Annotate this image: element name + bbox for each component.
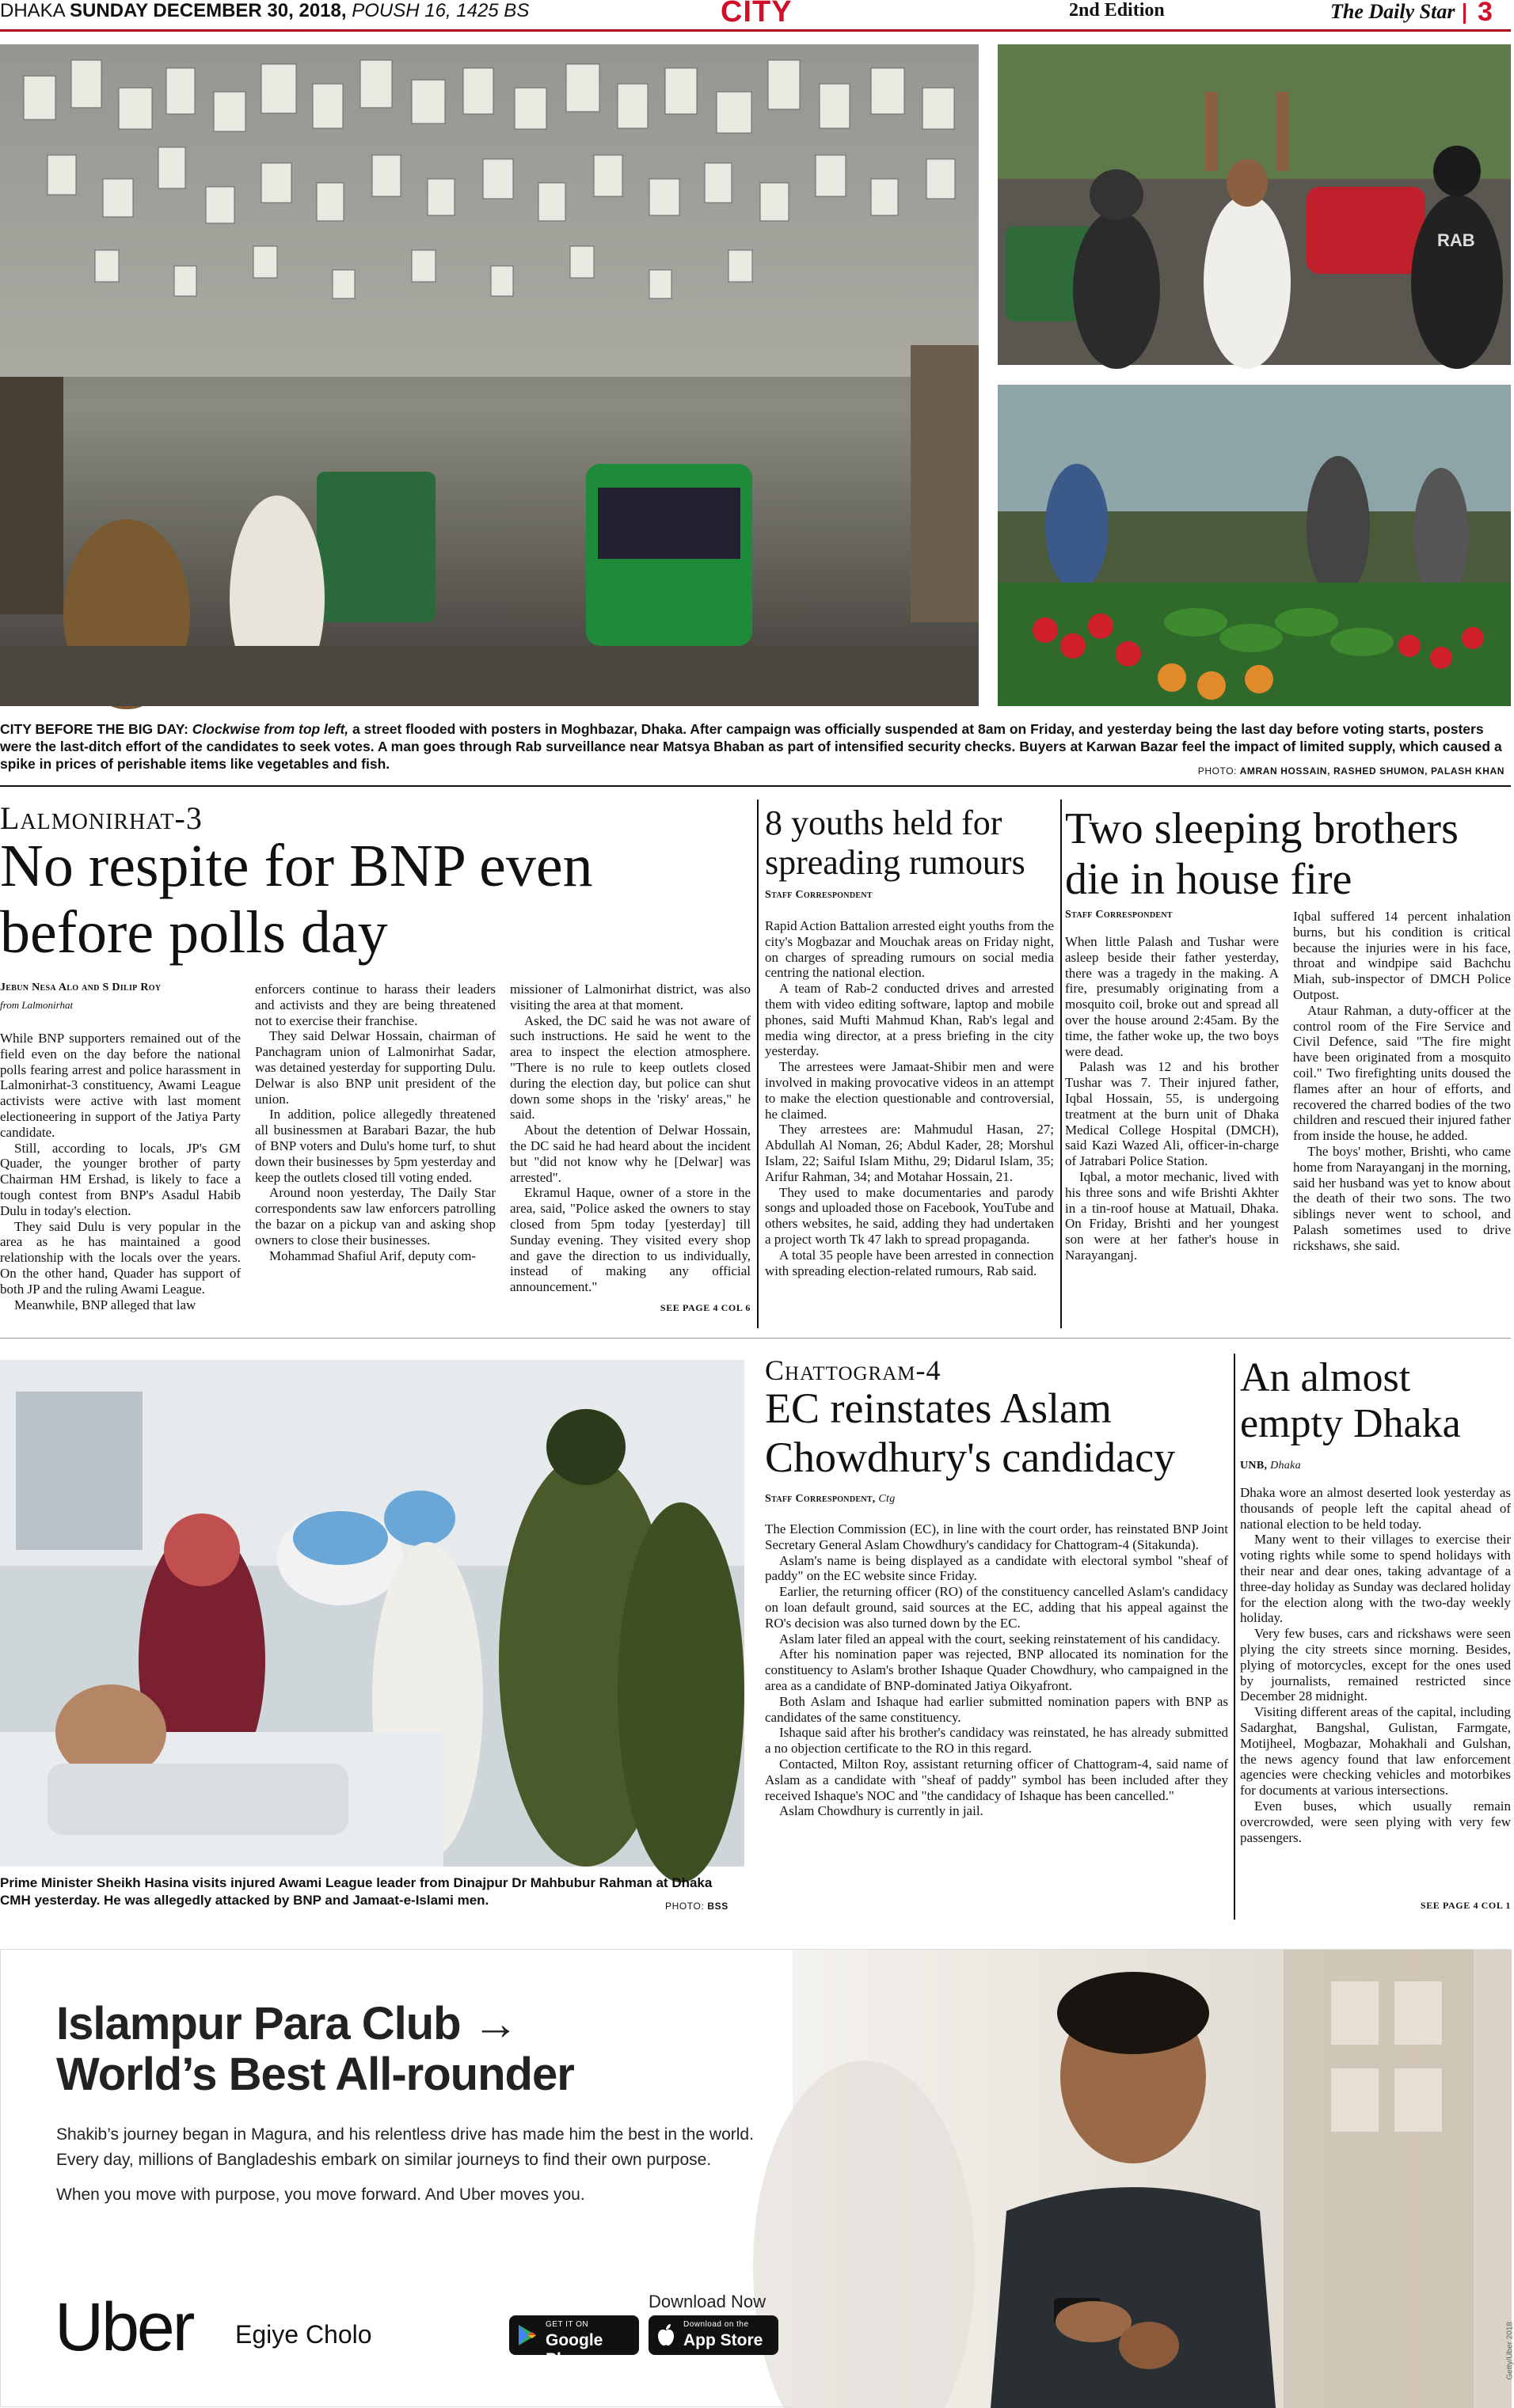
uber-logo: Uber	[55, 2289, 193, 2365]
section-name: CITY	[721, 0, 793, 28]
issue-date: DHAKA SUNDAY DECEMBER 30, 2018, POUSH 16, 1425 BS	[0, 0, 530, 21]
dhaka-story-headline: An almost empty Dhaka	[1240, 1355, 1461, 1446]
youths-story-byline: Staff Correspondent	[765, 889, 873, 901]
google-play-small: GET IT ON	[546, 2320, 589, 2329]
header-divider	[1463, 3, 1466, 24]
hospital-photo-credit: PHOTO: BSS	[665, 1901, 728, 1912]
bnp-continuation-jump: SEE PAGE 4 COL 6	[660, 1302, 751, 1313]
top-photo-caption: CITY BEFORE THE BIG DAY: Clockwise from top left, a street flooded with posters in Moghbazar, Dhaka. After campaign was officially suspended at 8am on Friday, and yesterday being the last day before voting starts, posters were the last-ditch effort of the candidates to seek votes. A man goes through Rab surveillance near Matsya Bhaban as part of intensified security checks. Buyers at Karwan Bazar feel the impact of limited supply, which caused a spike in prices of perishable items like vegetables and fish.	[0, 721, 1502, 772]
section-divider	[0, 785, 1511, 787]
uber-advertisement[interactable]	[0, 1949, 1514, 2407]
column-rule	[757, 800, 759, 1328]
hospital-photo-caption: Prime Minister Sheikh Hasina visits injured Awami League leader from Dinajpur Dr Mahbubur Rahman at Dhaka CMH yesterday. He was allegedly attacked by BNP and Jamaat-e-Islami men.	[0, 1875, 713, 1908]
posters-street-photo	[0, 44, 979, 706]
youths-story-body: Rapid Action Battalion arrested eight youths from the city's Mogbazar and Mouchak areas on Friday night, on charges of spreading rumours on social media centring the national election. A team of Rab-2 conducted drives and arrested them with video editing software, laptop and mobile phones, said Mufti Mahmud Khan, Rab's legal and media wing director, at a press briefing in the city yesterday. The arrestees were Jamaat-Shibir men and were involved in making provocative videos in an attempt to make the election questionable and controversial, he claimed. They arrestees are: Mahmudul Hasan, 27; Abdullah Al Noman, 26; Abdul Kader, 28; Morshul Islam, 22; Saiful Islam Mithu, 29; Didarul Islam, 35; Arifur Rahman, 34; and Motahar Hossain, 21. They used to make documentaries and parody songs and uploaded those on Facebook, YouTube and others websites, he said, adding they had undertaken a project worth Tk 47 lakh to spread propaganda. A total 35 people have been arrested in connection with spreading election-related rumours, Rab said.	[765, 918, 1054, 1278]
page-number: 3	[1478, 0, 1493, 27]
fire-story-column-1: When little Palash and Tushar were asleep beside their father yesterday, there was a tragedy in the making. A fire, presumably originating from a mosquito coil, broke out and spread all over the house around 2:45am. By the time, the father woke up, the two boys were dead. Palash was 12 and his brother Tushar was 7. Their injured father, Iqbal Hossain, 55, is undergoing treatment at the burn unit of Dhaka Medical College Hospital (DMCH), said Kazi Wazed Ali, officer-in-charge of Jatrabari Police Station. Iqbal, a motor mechanic, lived with his three sons and wife Brishti Akhter in a tin-roof house at Matuail, Dhaka. On Friday, Brishti and her youngest son were at her father's house in Narayanganj.	[1065, 934, 1279, 1263]
youths-story-headline: 8 youths held for spreading rumours	[765, 803, 1025, 882]
ec-story-byline: Staff Correspondent, Ctg	[765, 1493, 896, 1505]
bnp-story-headline: No respite for BNP even before polls day	[0, 833, 593, 966]
karwan-bazar-vegetables-photo	[998, 385, 1511, 706]
app-store-small: Download on the	[683, 2320, 749, 2329]
section-divider	[0, 1338, 1511, 1339]
google-play-badge[interactable]	[509, 2315, 639, 2368]
fire-story-headline: Two sleeping brothers die in house fire	[1065, 804, 1459, 904]
ad-headline: Islampur Para Club → World’s Best All-rounder	[56, 1998, 574, 2100]
download-now-label: Download Now	[649, 2292, 766, 2311]
ad-tagline: Egiye Cholo	[235, 2320, 372, 2349]
bnp-story-column-2: enforcers continue to harass their leaders and activists and they are being threatened not to exercise their franchise. They said Delwar Hossain, chairman of Panchagram union of Lalmonirhat Sadar, was detained yesterday for supporting Dulu. Delwar is also BNP unit president of the union. In addition, police allegedly threatened all businessmen at Barabari Bazar, the hub of BNP voters and Dulu's home turf, to shut down their businesses by 5pm yesterday and keep the outlets closed till voting ended. Around noon yesterday, The Daily Star correspondents saw law enforcers patrolling the bazar on a pickup van and asking shop owners to close their businesses. Mohammad Shafiul Arif, deputy com-	[255, 982, 496, 1263]
dhaka-story-byline: UNB, Dhaka	[1240, 1460, 1301, 1472]
google-play-icon	[517, 2324, 538, 2346]
ec-story-kicker: Chattogram-4	[765, 1354, 941, 1386]
dhaka-continuation-jump: SEE PAGE 4 COL 1	[1420, 1900, 1511, 1911]
apple-icon	[656, 2323, 675, 2347]
bnp-story-column-1: While BNP supporters remained out of the field even on the day before the national polls fearing arrest and police harassment in Lalmonirhat-3 constituency, Awami League activists were active with last moment electioneering in support of the Jatiya Party candidate. Still, according to locals, JP's GM Quader, the younger brother of party Chairman HM Ershad, is likely to face a tough contest from BNP's Asadul Habib Dulu in today's election. They said Dulu is very popular in the area as he has maintained a good relationship with the locals over the years. On the other hand, Quader has support of both JP and the ruling Awami League. Meanwhile, BNP alleged that law	[0, 1031, 241, 1312]
ec-story-headline: EC reinstates Aslam Chowdhury's candidacy	[765, 1384, 1176, 1481]
masthead-logo: The Daily Star	[1330, 0, 1455, 23]
ad-copy: Shakib’s journey began in Magura, and his relentless drive has made him the best in the world. Every day, millions of Bangladeshis embark on similar journeys to find their own purpose. When you move with purpose, you move forward. And Uber moves you.	[56, 2125, 754, 2204]
rab-security-check-photo	[998, 44, 1511, 365]
column-rule	[1234, 1354, 1235, 1920]
rab-patch-text: RAB	[1437, 230, 1475, 250]
bnp-story-column-3: missioner of Lalmonirhat district, was also visiting the area at that moment. Asked, the DC said he was not aware of such instructions. He said he went to the area to inspect the election atmosphere. "There is no rule to keep outlets closed during the election day, but police can shut down some shops in the 'risky' areas," he said. About the detention of Delwar Hossain, the DC said he had heard about the incident but "did not know why he [Delwar] was arrested". Ekramul Haque, owner of a store in the area, said, "Police asked the owners to stay closed from 5pm today [yesterday] till Sunday evening. They visited every shop and gave the direction to us individually, instead of making any official announcement."	[510, 982, 751, 1295]
top-photo-credit: PHOTO: AMRAN HOSSAIN, RASHED SHUMON, PALASH KHAN	[1197, 765, 1504, 777]
dhaka-story-body: Dhaka wore an almost deserted look yesterday as thousands of people left the capital ahead of national election to be held today. Many went to their villages to exercise their voting rights while some to spend holidays with their near and dear ones, taking advantage of a three-day holiday as Sunday was declared holiday for the election along with the two-day weekly holiday. Very few buses, cars and rickshaws were seen plying the city streets since morning. Besides, plying of motorcycles, except for the ones used by journalists, remained restricted since December 28 midnight. Visiting different areas of the capital, including Sadarghat, Bangshal, Gulistan, Farmgate, Motijheel, Mogbazar, Mohakhali and Gulshan, the news agency found that law enforcement agencies were checking vehicles and motorbikes for documents at various intersections. Even buses, which usually remain overcrowded, were seen plying with very few passengers.	[1240, 1485, 1511, 1845]
ad-photo-credit: Getty/Uber 2018	[1505, 2322, 1514, 2380]
hospital-visit-photo	[0, 1360, 744, 1867]
edition-label: 2nd Edition	[1069, 0, 1165, 21]
bnp-story-kicker: Lalmonirhat-3	[0, 800, 203, 836]
fire-story-byline: Staff Correspondent	[1065, 909, 1173, 921]
bnp-story-dateline: from Lalmonirhat	[0, 999, 74, 1011]
fire-story-column-2: Iqbal suffered 14 percent inhalation burns, but his condition is critical because the injuries were in his face, throat and windpipe said Bachchu Miah, sub-inspector of DMCH Police Outpost. Ataur Rahman, a duty-officer at the control room of the Fire Service and Civil Defence, said "The fire might have been originated from a mosquito coil." Two firefighting units doused the flames after an hour of efforts, and recovered the charred bodies of the two children and rescued their injured father from inside the house, he added. The boys' mother, Brishti, who came home from Narayanganj in the morning, said her husband was yet to know about the death of their two sons. The two siblings never went to school, and Palash sometimes used to drive rickshaws, she said.	[1293, 909, 1511, 1253]
ec-story-body: The Election Commission (EC), in line with the court order, has reinstated BNP Joint Secretary General Aslam Chowdhury's candidacy for Chattogram-4 (Sitakunda). Aslam's name is being displayed as a candidate with electoral symbol "sheaf of paddy" on the EC website since Friday. Earlier, the returning officer (RO) of the constituency cancelled Aslam's candidacy on loan default ground, said sources at the EC, adding that his appeal against the RO's decision was also turned down by the EC. Aslam later filed an appeal with the court, seeking reinstatement of his candidacy. After his nomination paper was rejected, BNP allocated its nomination for the constituency to Aslam's brother Ishaque Quader Chowdhury, who campaigned in the area as a candidate of BNP-dominated Jatiya Oikyafront. Both Aslam and Ishaque had earlier submitted nomination papers with BNP as candidates of the same constituency. Ishaque said after his brother's candidacy was reinstated, he has already submitted a no objection certificate to the RO in this regard. Contacted, Milton Roy, assistant returning officer of Chattogram-4, said name of Aslam as a candidate with "sheaf of paddy" symbol has been included after they received Ishaque's NOC and "the candidacy of Ishaque has been cancelled." Aslam Chowdhury is currently in jail.	[765, 1521, 1228, 1819]
app-store-label: App Store	[683, 2331, 763, 2349]
column-rule	[1060, 800, 1062, 1328]
app-store-badge[interactable]	[649, 2315, 778, 2355]
ad-photo-shakib	[793, 1950, 1512, 2408]
bnp-story-byline: Jebun Nesa Alo and S Dilip Roy	[0, 982, 162, 993]
google-play-label: Google Play	[546, 2331, 603, 2368]
